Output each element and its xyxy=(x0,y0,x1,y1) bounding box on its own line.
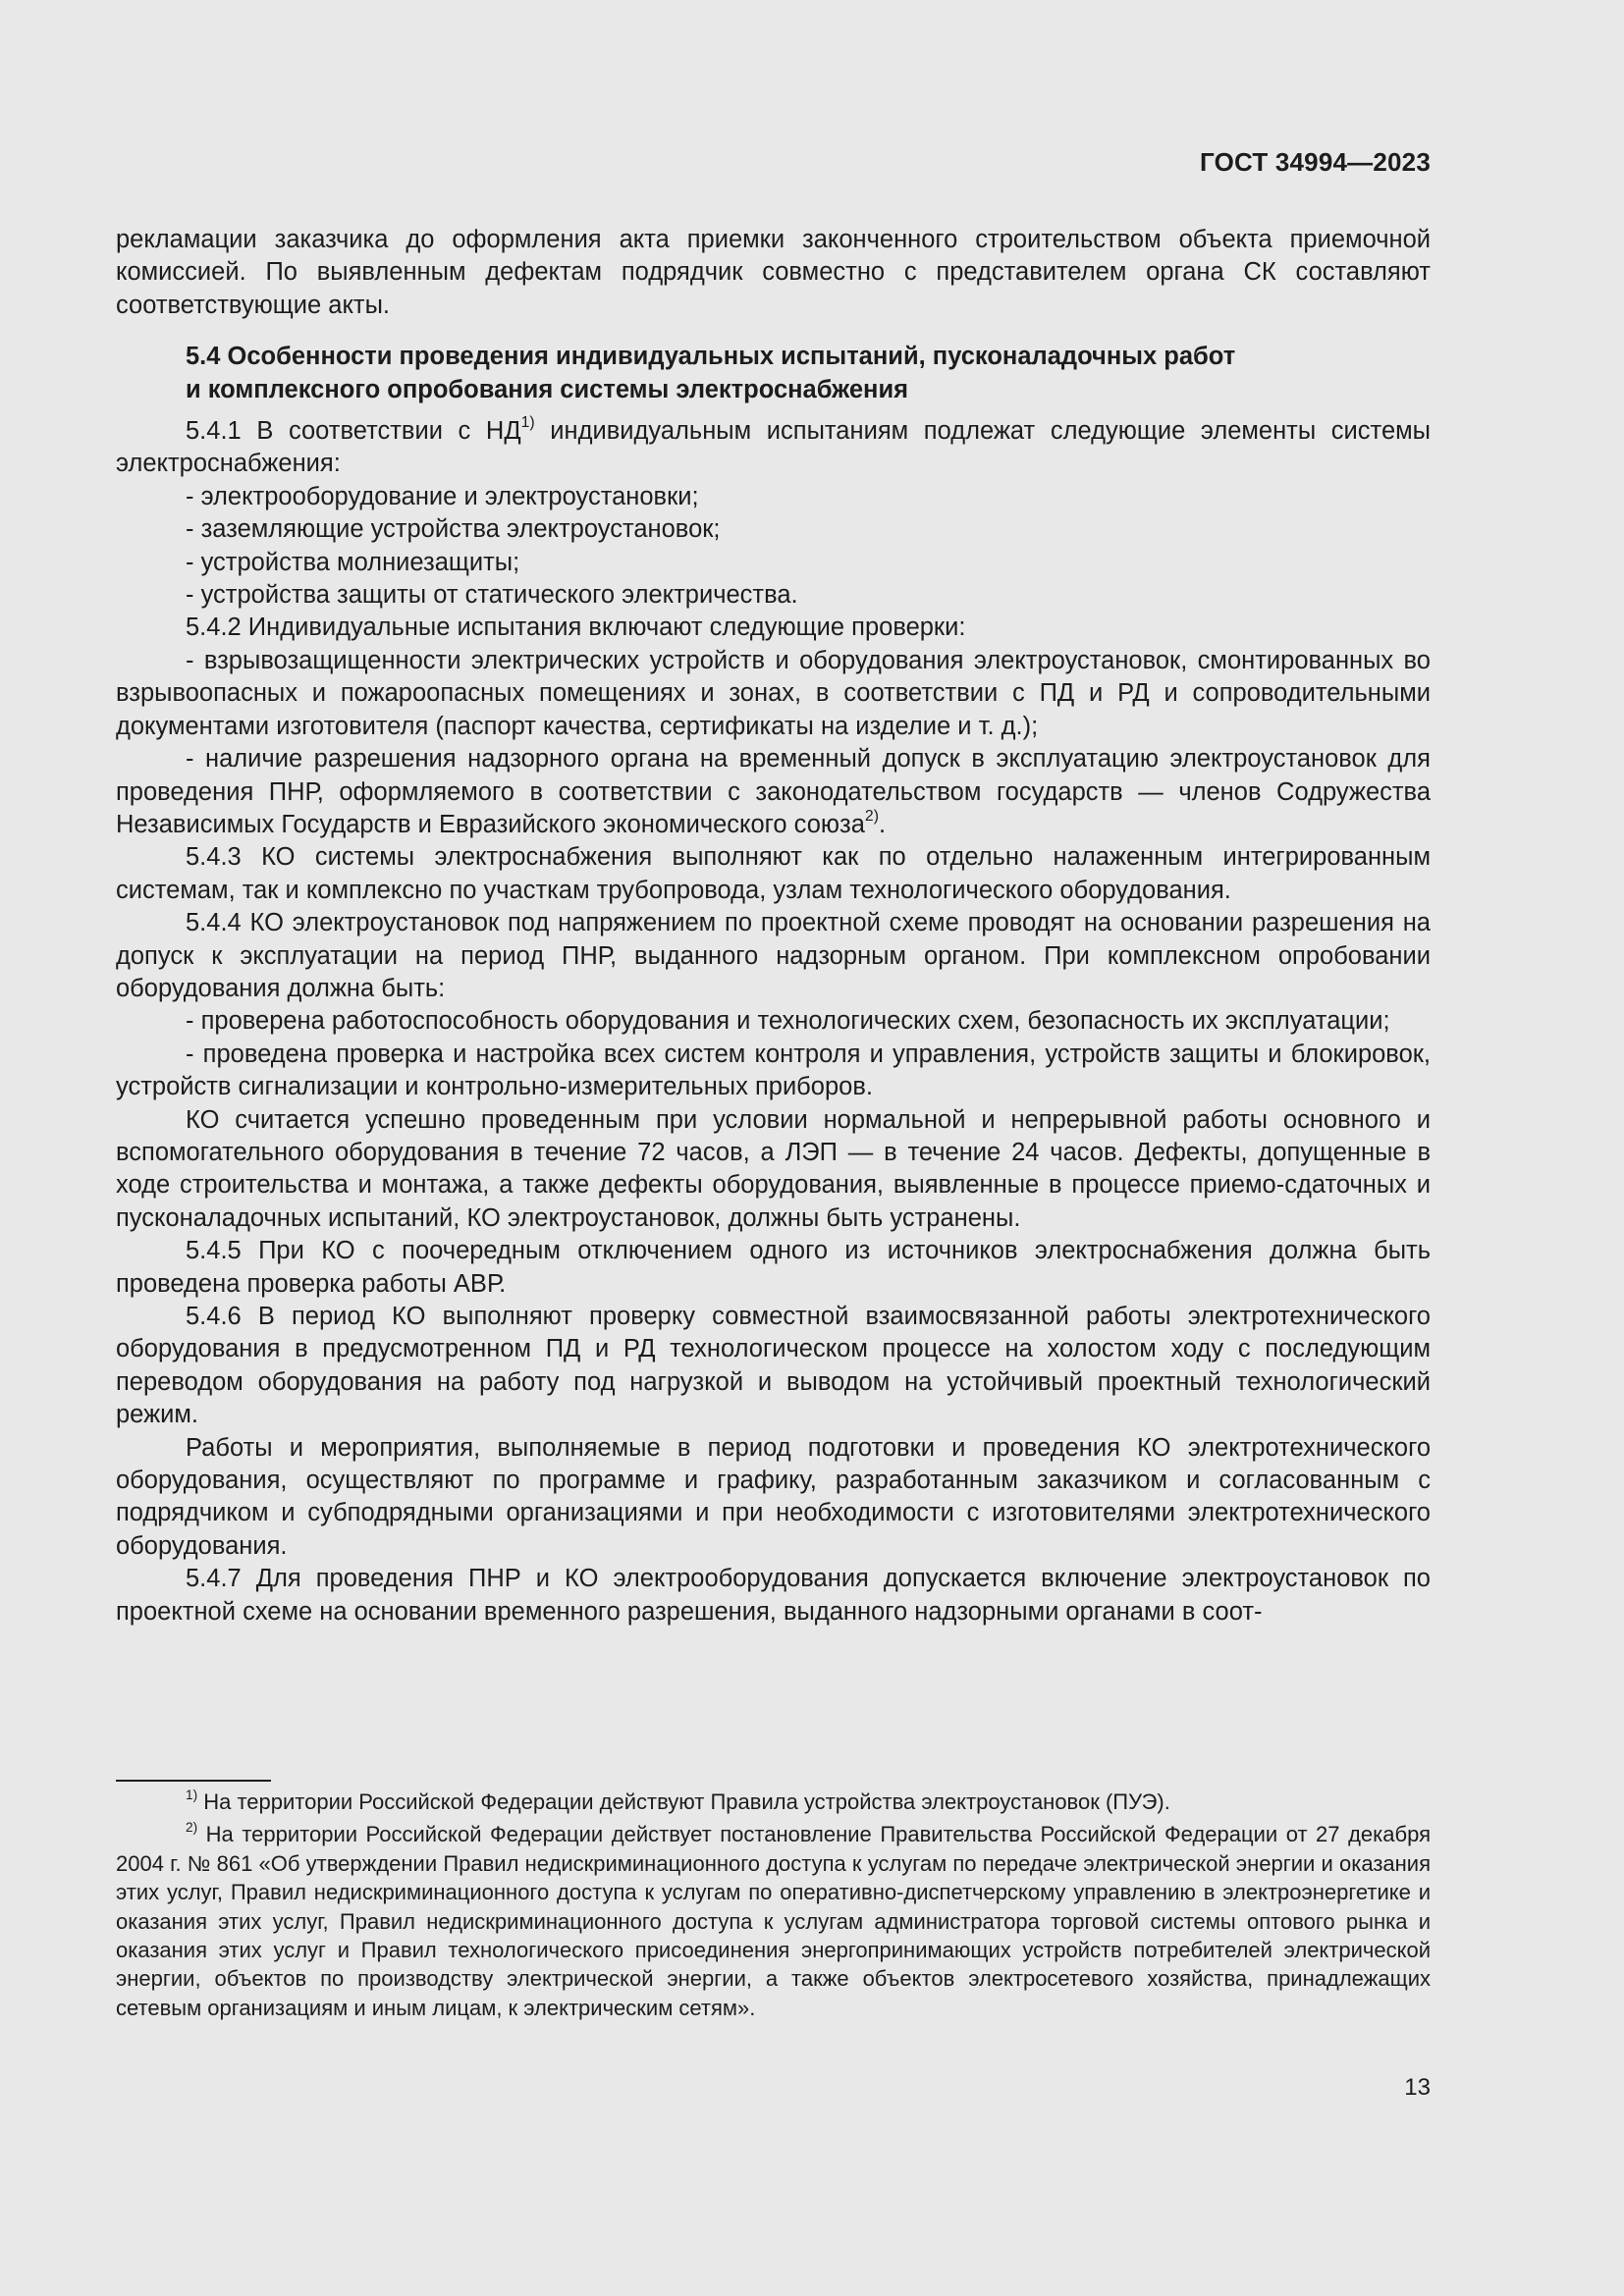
list-item: - взрывозащищенности электрических устройств и оборудования электроустановок, смонтированных во взрывоопасных и пожароопасных помещениях и зонах, в соответствии с ПД и РД и сопроводительными документами изготовителя (паспорт качества, сертификаты на изделие и т. д.); xyxy=(116,646,1431,740)
paragraph-works: Работы и мероприятия, выполняемые в период подготовки и проведения КО электротехнического оборудования, осуществляют по программе и графику, разработанным заказчиком и согласованным с подрядчиком и субподрядными организациями и при необходимости с изготовителями электротехнического оборудования. xyxy=(116,1433,1431,1560)
list-item: - устройства молниезащиты; xyxy=(186,548,520,576)
footnote-ref-2: 2) xyxy=(864,808,879,826)
section-heading-line2: и комплексного опробования системы электроснабжения xyxy=(186,375,909,403)
list-item: - электрооборудование и электроустановки; xyxy=(186,482,699,510)
footnote-1: $^{1)}$ На территории Российской Федерации действуют Правила устройства электроустановок (ПУЭ). xyxy=(186,1787,1170,1814)
paragraph-ko-success: КО считается успешно проведенным при условии нормальной и непрерывной работы основного и вспомогательного оборудования в течение 72 часов, а ЛЭП — в течение 24 часов. Дефекты, допущенные в ходе строительства и монтажа, а также дефекты оборудования, выявленные в процессе приемо-сдаточных и пусконаладочных испытаний, КО электроустановок, должны быть устранены. xyxy=(116,1105,1431,1232)
footnote-mark: 2) xyxy=(186,1820,198,1836)
list-item: - заземляющие устройства электроустановок; xyxy=(186,515,721,544)
paragraph-5-4-6: 5.4.6 В период КО выполняют проверку совместной взаимосвязанной работы электротехнического оборудования в предусмотренном ПД и РД технологическом процессе на холостом ходу с последующим переводом оборудования на работу под нагрузкой и выводом на устойчивый проектный технологический режим. xyxy=(116,1303,1431,1429)
paragraph-5-4-1: 5.4.1 В соответствии с НД$^{1)}$ индивидуальным испытаниям подлежат следующие элементы системы электроснабжения: xyxy=(116,414,1431,478)
paragraph-5-4-7: 5.4.7 Для проведения ПНР и КО электрооборудования допускается включение электроустановок по проектной схеме на основании временного разрешения, выданного надзорными органами в соот- xyxy=(116,1565,1431,1626)
footnote-divider xyxy=(116,1780,271,1782)
paragraph-5-4-2: 5.4.2 Индивидуальные испытания включают следующие проверки: xyxy=(186,614,966,642)
list-item: - устройства защиты от статического электричества. xyxy=(186,581,798,610)
list-item: - проверена работоспособность оборудования и технологических схем, безопасность их эксплуатации; xyxy=(186,1007,1390,1036)
paragraph-5-4-5: 5.4.5 При КО с поочередным отключением одного из источников электроснабжения должна быть проведена проверка работы АВР. xyxy=(116,1237,1431,1298)
main-text xyxy=(116,224,1431,1629)
page-number: 13 xyxy=(1404,2074,1431,2101)
footnotes xyxy=(116,1788,1431,2026)
footnote-mark: 1) xyxy=(186,1787,198,1802)
footnote-2: $^{2)}$ На территории Российской Федерации действует постановление Правительства Российской Федерации от 27 декабря 2004 г. № 861 «Об утверждении Правил недискриминационного доступа к услугам по передаче электрической энергии и оказания этих услуг, Правил недискриминационного доступа к услугам по оперативно-диспетчерскому управлению в электроэнергетике и оказания этих услуг, Правил недискриминационного доступа к услугам администратора торговой системы оптового рынка и оказания этих услуг и Правил технологического присоединения энергопринимающих устройств потребителей электрической энергии, объектов по производству электрической энергии, а также объектов электросетевого хозяйства, принадлежащих сетевым организациям и иным лицам, к электрическим сетям». xyxy=(116,1820,1431,2020)
section-heading xyxy=(186,341,1431,406)
list-item: - наличие разрешения надзорного органа на временный допуск в эксплуатацию электроустановок для проведения ПНР, оформляемого в соответствии с законодательством государств — членов Содружества Независимых Государств и Евразийского экономического союза$^{2)}$. xyxy=(116,745,1431,838)
paragraph-5-4-4: 5.4.4 КО электроустановок под напряжением по проектной схеме проводят на основании разрешения на допуск к эксплуатации на период ПНР, выданного надзорным органом. При комплексном опробовании оборудования должна быть: xyxy=(116,909,1431,1002)
footnote-ref-1: 1) xyxy=(520,414,535,432)
section-heading-line1: 5.4 Особенности проведения индивидуальных испытаний, пусконаладочных работ xyxy=(186,343,1236,371)
paragraph-5-4-3: 5.4.3 КО системы электроснабжения выполняют как по отдельно налаженным интегрированным системам, так и комплексно по участкам трубопровода, узлам технологического оборудования. xyxy=(116,843,1431,904)
list-item: - проведена проверка и настройка всех систем контроля и управления, устройств защиты и блокировок, устройств сигнализации и контрольно-измерительных приборов. xyxy=(116,1040,1431,1101)
paragraph-intro: рекламации заказчика до оформления акта приемки законченного строительством объекта приемочной комиссией. По выявленным дефектам подрядчик совместно с представителем органа СК составляют соответствующие акты. xyxy=(116,226,1431,319)
document-header: ГОСТ 34994—2023 xyxy=(1200,147,1431,177)
